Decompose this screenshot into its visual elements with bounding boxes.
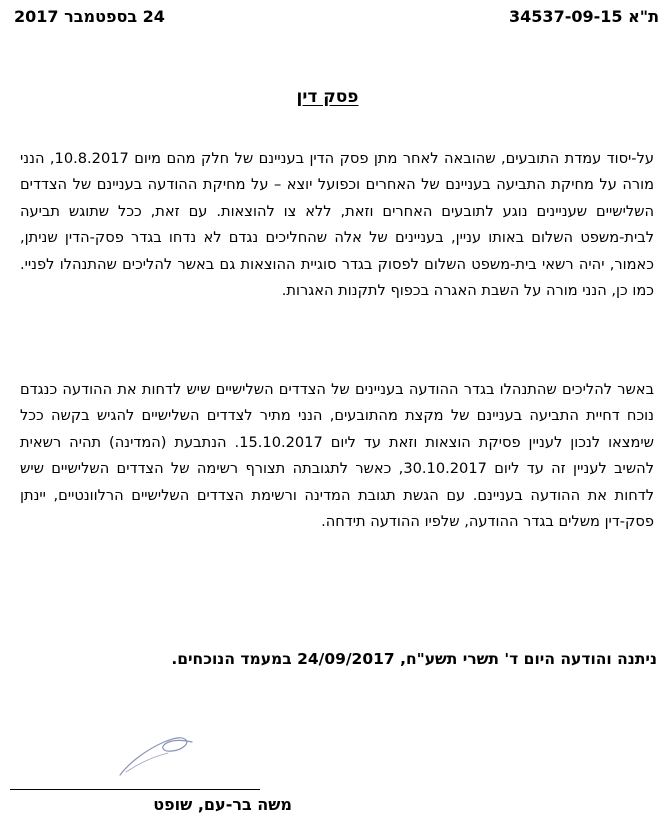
judge-name: משה בר-עם, שופט <box>153 795 292 814</box>
paragraph-1: על-יסוד עמדת התובעים, שהובאה לאחר מתן פסק הדין בעניינם של חלק מהם מיום 10.8.2017, הנני מורה על מחיקת התביעה בעניינם של האחרים וכפועל יוצא – על מחיקת ההודעה בעניינם של הצדדים השלישיים שעניינים נוגע לתובעים האחרים וזאת, ללא צו להוצאות. עם זאת, ככל שתוגש תביעה לבית-משפט השלום באותו עניין, בעניינים של אלה שהחליכים נגדם לא נדחו בגדר פסק-הדין שניתן, כאמור, יהיה רשאי בית-משפט השלום לפסוק בגדר סוגיית ההוצאות גם באשר להליכים שהתנהלו לפניי. כמו כן, הנני מורה על השבת האגרה בכפוף לתקנות האגרות. <box>20 150 655 300</box>
case-number: ת"א 34537-09-15 <box>509 7 659 26</box>
signature-line <box>10 789 260 790</box>
document-title <box>0 87 655 107</box>
paragraph-2: באשר להליכים שהתנהלו בגדר ההודעה בעניינים של הצדדים השלישיים שיש לדחות את ההודעה כנגדם נוכח דחיית התביעה בעניינם של מקצת מהתובעים, הנני מתיר לצדדים השלישיים להגיש בקשה ככל שימצאו לנכון לעניין פסיקת הוצאות וזאת עד ליום 15.10.2017. הנתבעת (המדינה) תהיה רשאית להשיב לעניין זה עד ליום 30.10.2017, כאשר לתגובתה תצורף רשימה של הצדדים השלישיים שיש לדחות את ההודעה בעניינם. עם הגשת תגובת המדינה ורשימת הצדדים השלישיים הרלוונטיים, יינתן פסק-דין משלים בגדר ההודעה, שלפיו ההודעה תידחה. <box>20 381 654 531</box>
closing-statement: ניתנה והודעה היום ד' תשרי תשע"ח, 24/09/2017 במעמד הנוכחים. <box>171 650 657 668</box>
handwritten-signature <box>112 720 202 780</box>
document-date: 24 בספטמבר 2017 <box>14 7 165 26</box>
document-title-text: פסק דין <box>296 87 359 107</box>
